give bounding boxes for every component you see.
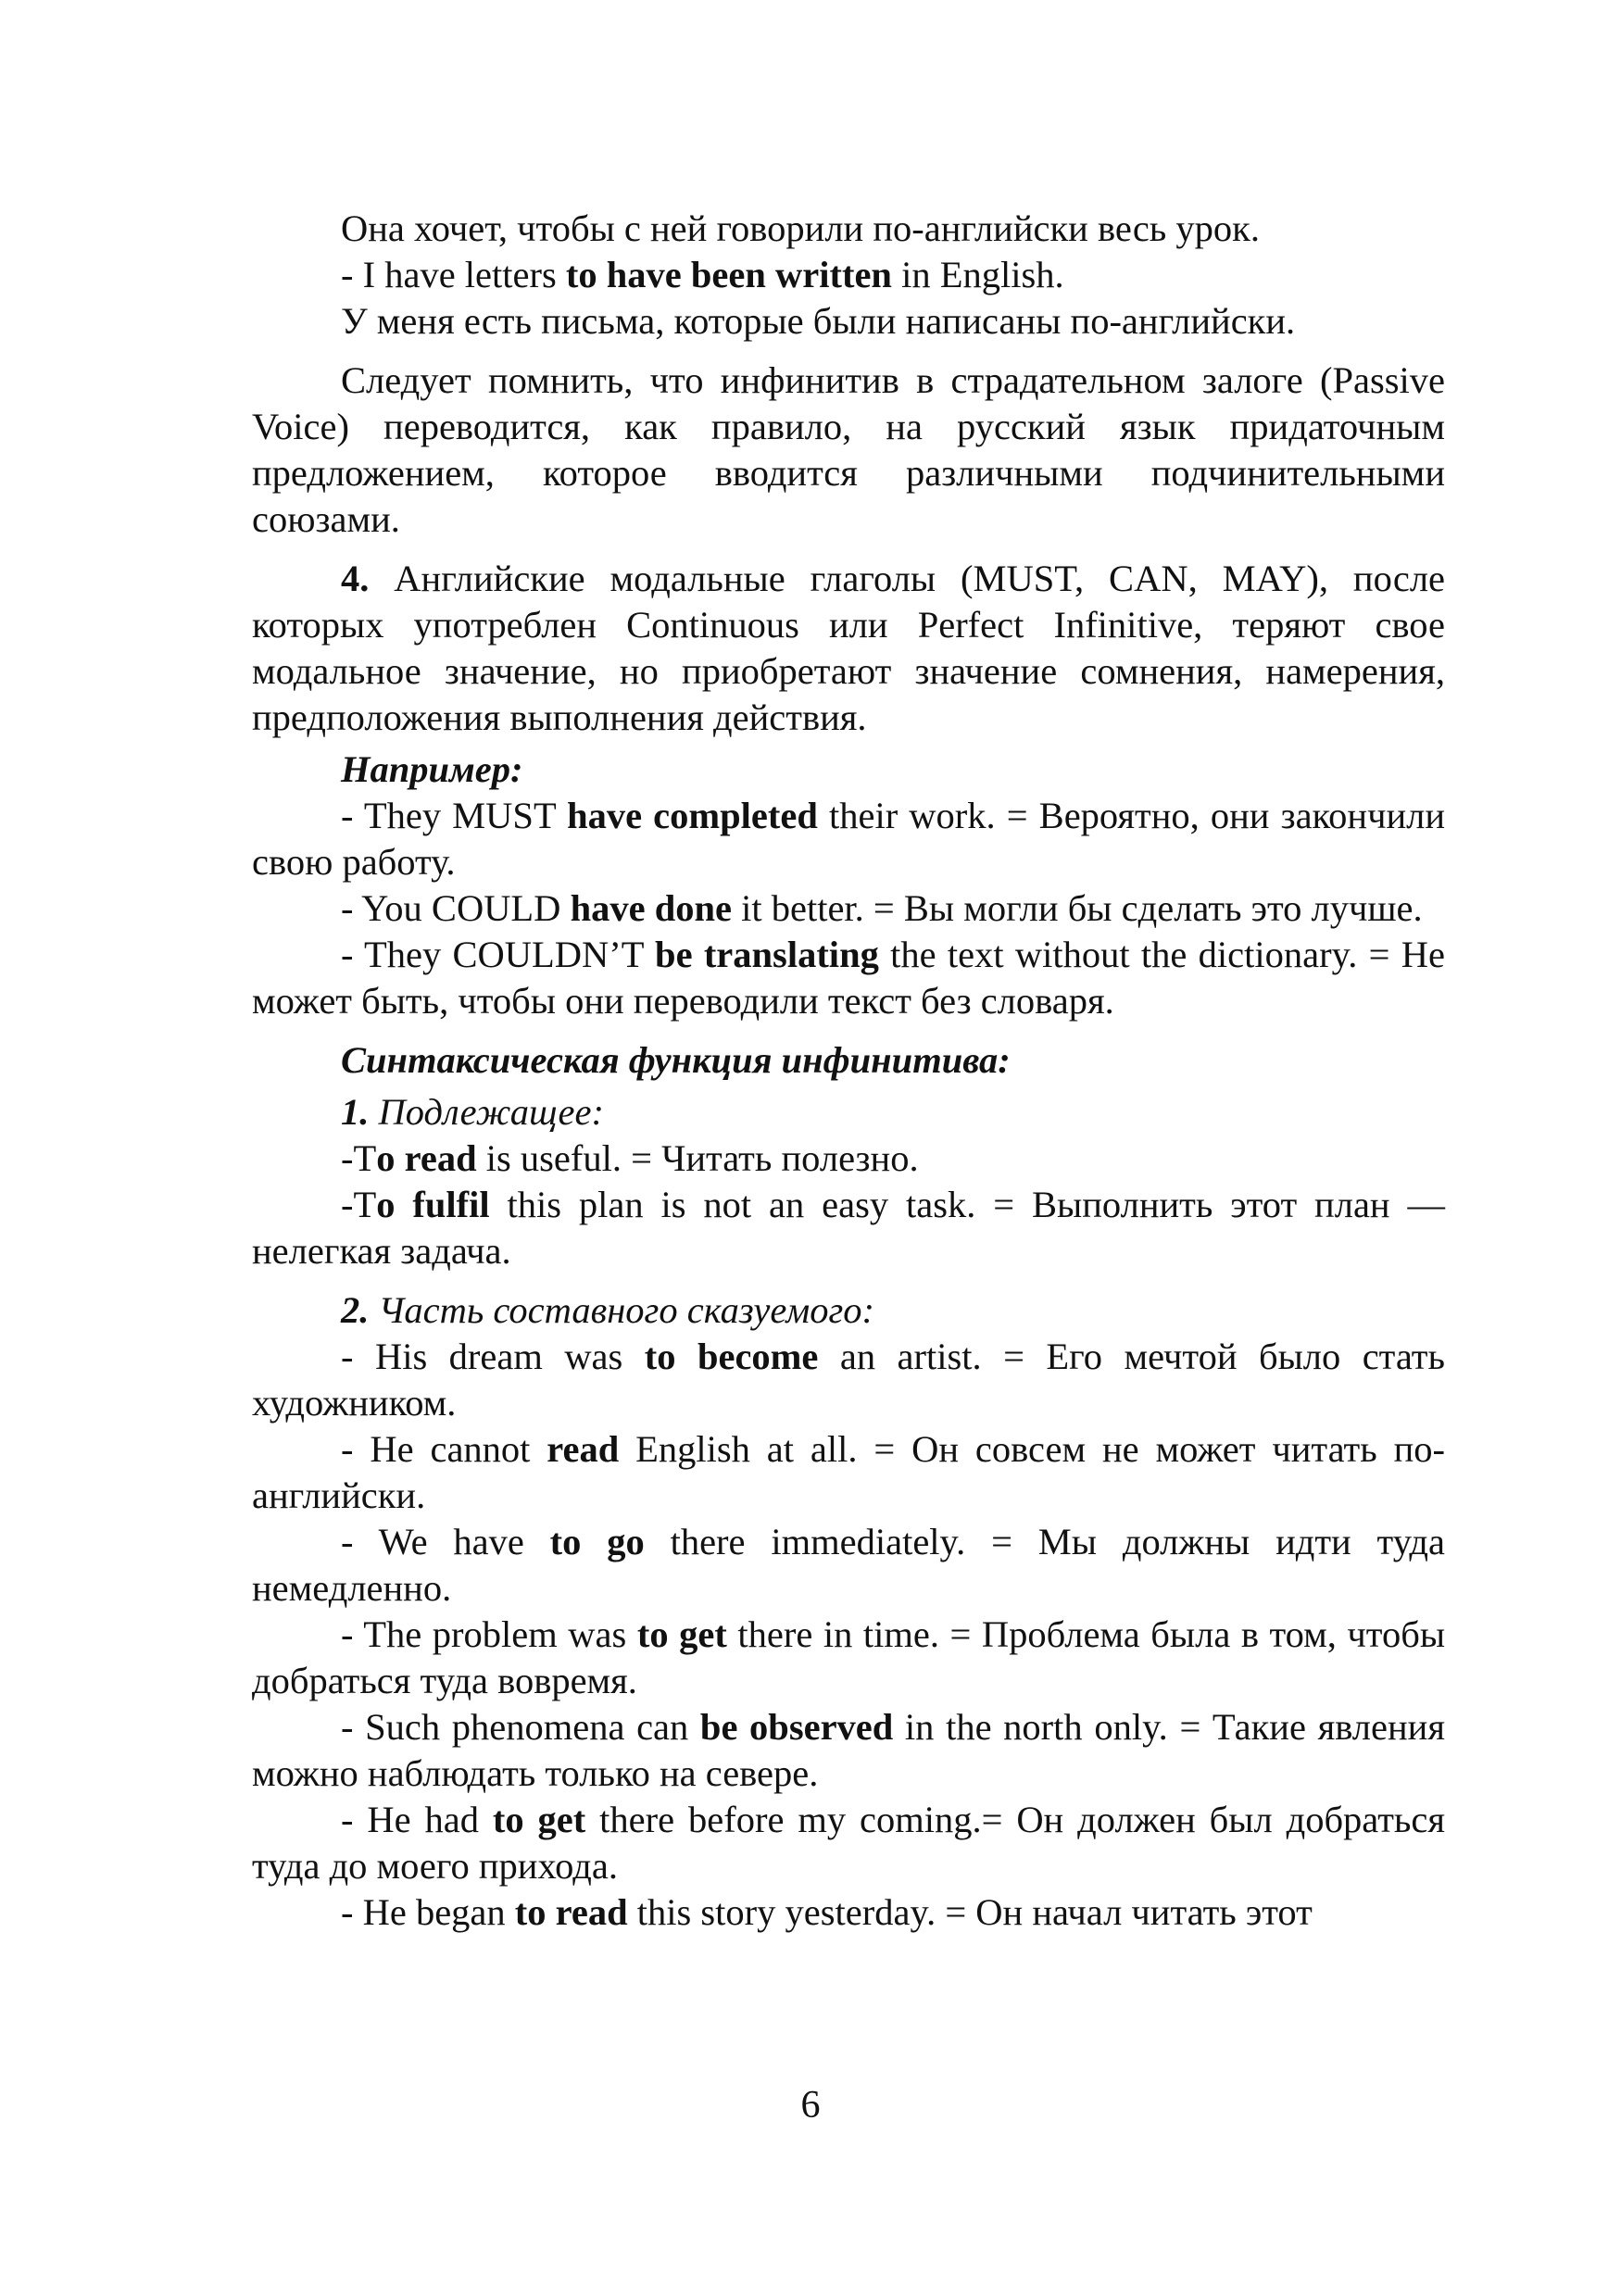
example-item <box>252 1135 1445 1182</box>
example-item <box>252 1704 1445 1797</box>
text-run: - He had <box>341 1799 493 1840</box>
example-item <box>252 1182 1445 1274</box>
section-heading <box>252 1037 1445 1084</box>
emphasized-text: to have been written <box>565 254 892 295</box>
paragraph <box>252 298 1445 345</box>
text-run: this story yesterday. = Он начал читать этот <box>627 1891 1313 1933</box>
emphasized-text: Подлежащее: <box>369 1091 604 1133</box>
emphasized-text: 1. <box>341 1091 370 1133</box>
example-item <box>252 1889 1445 1936</box>
text-run: -T <box>341 1184 377 1225</box>
text-run: there immediately. = Мы должны идти туда немедленно. <box>252 1521 1446 1609</box>
emphasized-text: be observed <box>699 1706 894 1748</box>
example-item <box>252 1426 1445 1519</box>
emphasized-text: to get <box>492 1799 586 1840</box>
text-run: - He began <box>341 1891 515 1933</box>
emphasized-text: o read <box>376 1137 477 1179</box>
page-number: 6 <box>800 2084 821 2127</box>
example-item <box>252 1612 1445 1704</box>
text-run: this plan is not an easy task. = Выполнить этот план — нелегкая задача. <box>252 1184 1445 1272</box>
subsection-heading <box>252 1089 1445 1135</box>
text-run: - They MUST <box>341 795 568 836</box>
emphasized-text: to become <box>644 1336 819 1377</box>
emphasized-text: Часть составного сказуемого: <box>369 1289 874 1331</box>
example-item <box>252 932 1445 1024</box>
text-run: English at all. = Он совсем не может читать по-английски. <box>252 1428 1445 1516</box>
text-run: - We have <box>341 1521 550 1562</box>
example-item <box>252 1797 1445 1889</box>
paragraph <box>252 206 1445 252</box>
text-run: Следует помнить, что инфинитив в страдательном залоге (Passive Voice) переводится, как правило, на русский язык придаточным предложением, которое вводится различными подчинительными союзами. <box>252 359 1445 540</box>
paragraph <box>252 252 1445 298</box>
page-body <box>252 206 1445 1936</box>
example-item <box>252 1334 1445 1426</box>
emphasized-text: have done <box>570 887 732 929</box>
example-heading <box>252 747 1445 793</box>
text-run: an artist. = Его мечтой было стать художником. <box>252 1336 1445 1424</box>
emphasized-text: to get <box>636 1613 727 1655</box>
paragraph <box>252 358 1445 543</box>
text-run: there in time. = Проблема была в том, чтобы добраться туда вовремя. <box>252 1613 1446 1701</box>
text-run: У меня есть письма, которые были написаны по-английски. <box>341 300 1296 342</box>
text-run: - Such phenomena can <box>341 1706 700 1748</box>
emphasized-text: be translating <box>655 934 879 975</box>
text-run: in the north only. = Такие явления можно наблюдать только на севере. <box>252 1706 1445 1794</box>
emphasized-text: o fulfil <box>376 1184 490 1225</box>
text-run: Английские модальные глаголы (MUST, CAN, MAY), после которых употреблен Continuous или Perfect Infinitive, теряют свое модальное значение, но приобретают значение сомнения, намерения, предположения выполнения действия. <box>252 558 1445 738</box>
text-run: - He cannot <box>341 1428 547 1470</box>
example-item <box>252 1519 1445 1612</box>
text-run: is useful. = Читать полезно. <box>476 1137 919 1179</box>
text-run: - I have letters <box>341 254 566 295</box>
emphasized-text: to go <box>549 1521 645 1562</box>
paragraph <box>252 556 1445 741</box>
text-run: there before my coming.= Он должен был добраться туда до моего прихода. <box>252 1799 1446 1887</box>
text-run: in English. <box>891 254 1064 295</box>
text-run: Она хочет, чтобы с ней говорили по-английски весь урок. <box>341 207 1260 249</box>
emphasized-text: have completed <box>567 795 818 836</box>
text-run: - The problem was <box>341 1613 637 1655</box>
emphasized-text: 4. <box>341 558 370 599</box>
text-run: - His dream was <box>341 1336 645 1377</box>
text-run: -T <box>341 1137 377 1179</box>
subsection-heading <box>252 1287 1445 1334</box>
text-run: - You COULD <box>341 887 571 929</box>
emphasized-text: read <box>547 1428 620 1470</box>
text-run: it better. = Вы могли бы сделать это лучше. <box>731 887 1423 929</box>
text-run: the text without the dictionary. = Не может быть, чтобы они переводили текст без словаря. <box>252 934 1445 1022</box>
example-item <box>252 793 1445 885</box>
example-item <box>252 885 1445 932</box>
emphasized-text: to read <box>514 1891 628 1933</box>
text-run: their work. = Вероятно, они закончили свою работу. <box>252 795 1446 883</box>
emphasized-text: 2. <box>341 1289 370 1331</box>
emphasized-text: Синтаксическая функция инфинитива: <box>341 1039 1011 1081</box>
text-run: - They COULDN’T <box>341 934 656 975</box>
emphasized-text: Например: <box>341 748 523 790</box>
